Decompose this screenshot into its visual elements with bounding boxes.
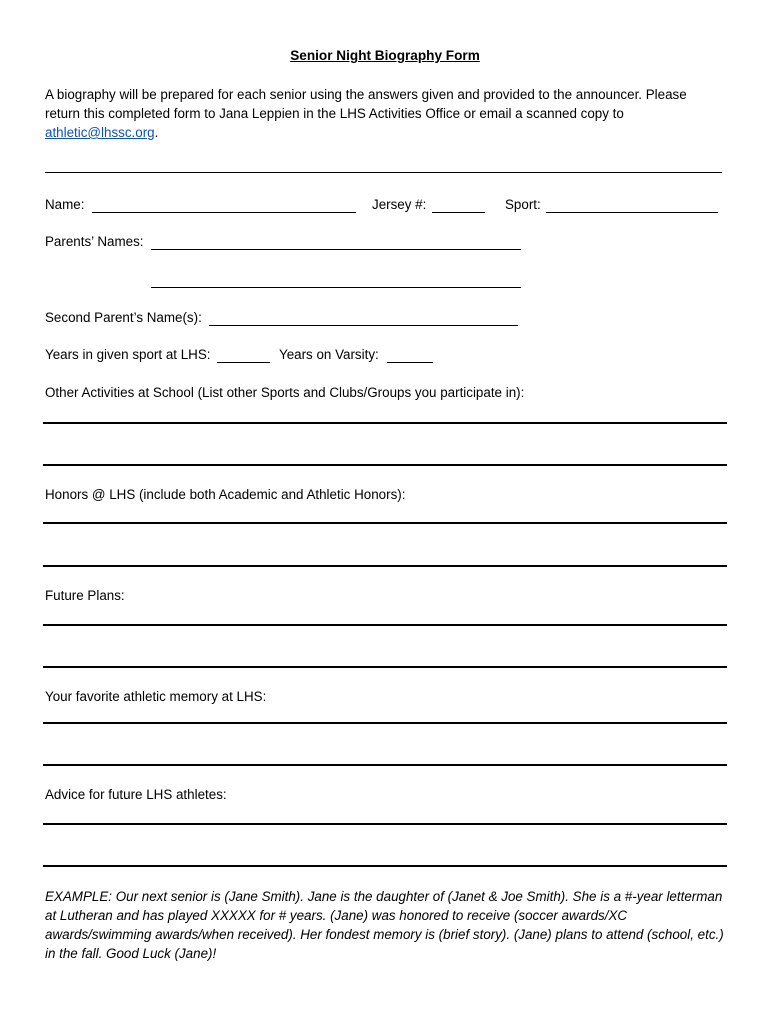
future-plans-line-2[interactable] (43, 666, 727, 668)
honors-line-2[interactable] (43, 565, 727, 567)
years-varsity-label: Years on Varsity: (279, 347, 379, 362)
future-plans-line-1[interactable] (43, 624, 727, 626)
form-title: Senior Night Biography Form (290, 48, 480, 63)
parents-field-1[interactable] (151, 249, 521, 250)
intro-paragraph (45, 85, 725, 142)
header-divider (45, 172, 722, 173)
parents-field-2[interactable] (151, 287, 521, 288)
years-varsity-field[interactable] (387, 362, 433, 363)
parents-label: Parents’ Names: (45, 234, 144, 249)
jersey-label: Jersey #: (372, 197, 427, 212)
other-activities-label: Other Activities at School (List other Sports and Clubs/Groups you participate in): (45, 385, 525, 400)
advice-line-1[interactable] (43, 823, 727, 825)
years-sport-label: Years in given sport at LHS: (45, 347, 211, 362)
advice-line-2[interactable] (43, 865, 727, 867)
name-field[interactable] (92, 212, 356, 213)
memory-line-1[interactable] (43, 722, 727, 724)
name-label: Name: (45, 197, 85, 212)
intro-text: A biography will be prepared for each senior using the answers given and provided to the announcer. Please return this completed form to Jana Leppien in the LHS Activities Office or email a scanned copy to (45, 87, 687, 121)
advice-label: Advice for future LHS athletes: (45, 787, 227, 802)
example-paragraph: EXAMPLE: Our next senior is (Jane Smith). Jane is the daughter of (Janet & Joe Smith). She is a #-year letterman at Lutheran and has played XXXXX for # years. (Jane) was honored to receive (soccer awards/XC awards/swimming awards/when received). Her fondest memory is (brief story). (Jane) plans to attend (school, etc.) in the fall. Good Luck (Jane)! (45, 889, 724, 961)
other-activities-line-2[interactable] (43, 464, 727, 466)
intro-end: . (154, 125, 159, 140)
other-activities-line-1[interactable] (43, 422, 727, 424)
memory-label: Your favorite athletic memory at LHS: (45, 689, 267, 704)
honors-label: Honors @ LHS (include both Academic and Athletic Honors): (45, 487, 406, 502)
sport-field[interactable] (546, 212, 718, 213)
sport-label: Sport: (505, 197, 541, 212)
memory-line-2[interactable] (43, 764, 727, 766)
second-parent-label: Second Parent’s Name(s): (45, 310, 202, 325)
future-plans-label: Future Plans: (45, 588, 125, 603)
second-parent-field[interactable] (209, 325, 518, 326)
jersey-field[interactable] (432, 212, 485, 213)
email-link[interactable]: athletic@lhssc.org (45, 125, 155, 140)
honors-line-1[interactable] (43, 522, 727, 524)
years-sport-field[interactable] (217, 362, 270, 363)
